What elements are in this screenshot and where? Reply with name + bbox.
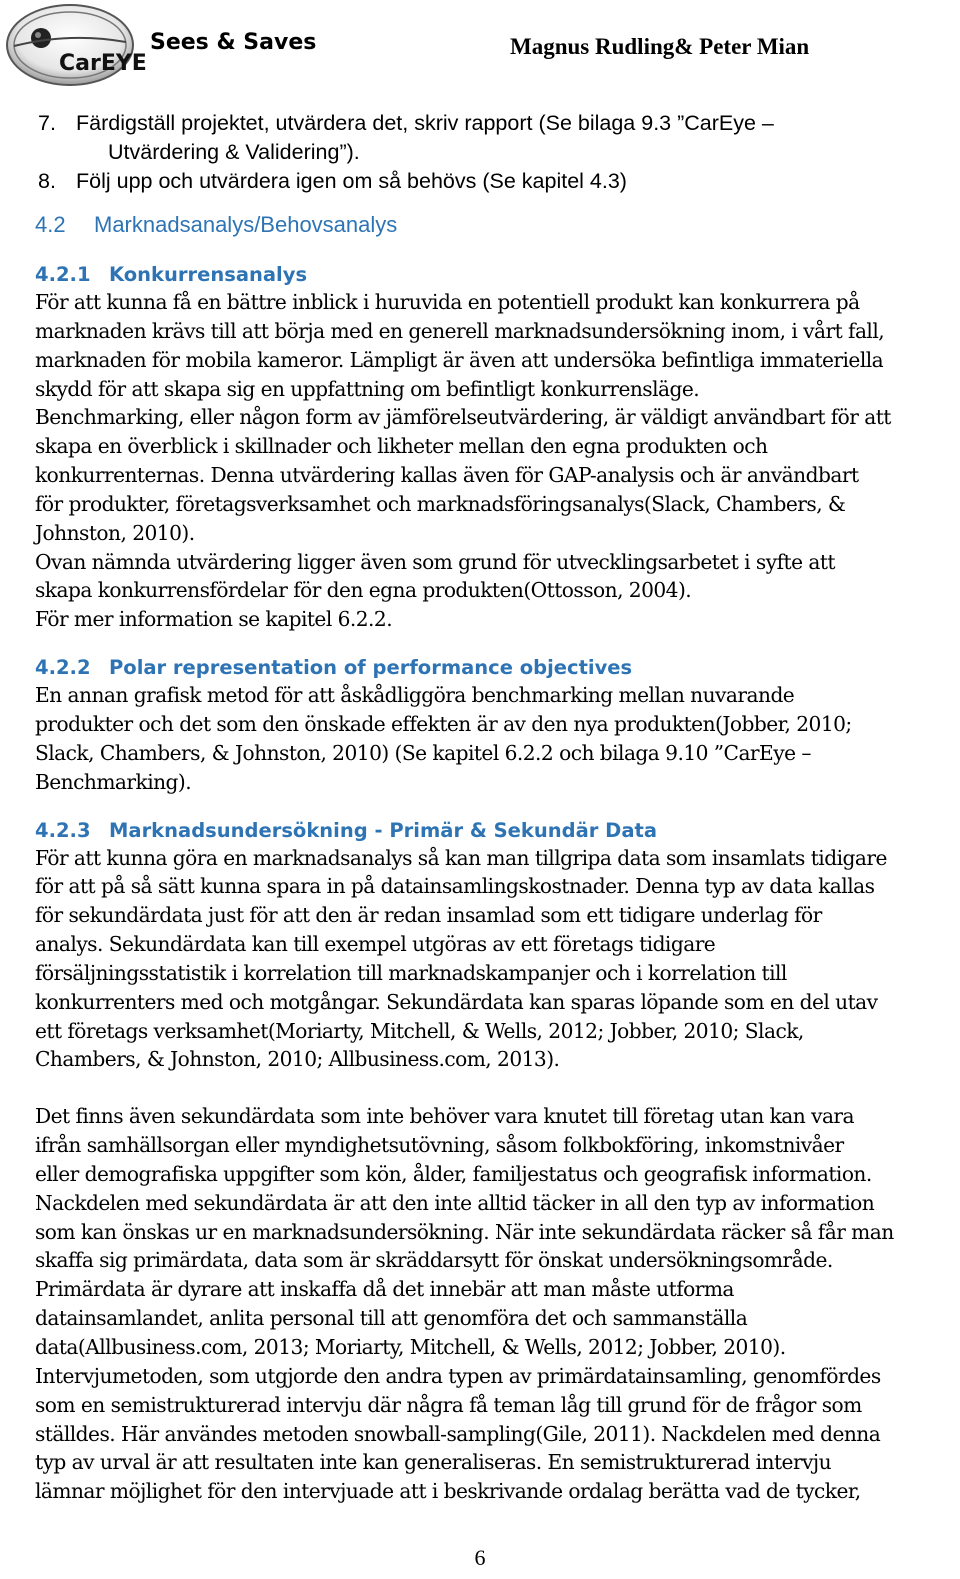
heading-number: 4.2 <box>35 212 66 237</box>
document-body <box>35 109 955 1506</box>
numbered-list <box>35 109 955 196</box>
list-text: Följ upp och utvärdera igen om så behövs (Se kapitel 4.3) <box>76 169 627 193</box>
list-item <box>0 167 955 196</box>
text-line: eller demografiska uppgifter som kön, ålder, familjestatus och geografisk information. <box>35 1161 872 1186</box>
page-header <box>0 0 960 95</box>
heading-title: Polar representation of performance objectives <box>109 656 633 680</box>
text-line: konkurrenternas. Denna utvärdering kallas även för GAP-analysis och är användbart <box>35 463 859 488</box>
text-line: marknaden för mobila kameror. Lämpligt är även att undersöka befintliga immateriella <box>35 347 884 372</box>
text-line: lämnar möjlighet för den intervjuade att i beskrivande ordalag berätta vad de tycker, <box>35 1479 861 1504</box>
text-line: konkurrenters med och motgångar. Sekundärdata kan sparas löpande som en del utav <box>35 989 878 1014</box>
text-line: data(Allbusiness.com, 2013; Moriarty, Mitchell, & Wells, 2012; Jobber, 2010). <box>35 1335 786 1359</box>
text-line: för sekundärdata just för att den är redan insamlad som ett tidigare underlag för <box>35 903 822 928</box>
text-line: Benchmarking, eller någon form av jämförelseutvärdering, är väldigt användbart för att <box>35 405 891 430</box>
text-line: typ av urval är att resultaten inte kan generaliseras. En semistrukturerad intervju <box>35 1450 832 1475</box>
paragraph-konkurrensanalys <box>35 288 955 634</box>
list-item <box>0 109 955 138</box>
text-line: försäljningsstatistik i korrelation till marknadskampanjer och i korrelation till <box>35 960 787 985</box>
text-line: Chambers, & Johnston, 2010; Allbusiness.com, 2013). <box>35 1047 560 1072</box>
page-number: 6 <box>474 1545 486 1570</box>
text-line: För att kunna göra en marknadsanalys så kan man tillgripa data som insamlats tidigare <box>35 845 887 870</box>
text-line: skaffa sig primärdata, data som är skräddarsytt för önskat undersökningsområde. <box>35 1248 833 1273</box>
header-left-title: Sees & Saves <box>150 30 317 55</box>
text-line: Intervjumetoden, som utgjorde den andra typen av primärdatainsamling, genomfördes <box>35 1363 881 1388</box>
list-number: 8. <box>38 169 56 193</box>
text-line: Slack, Chambers, & Johnston, 2010) (Se kapitel 6.2.2 och bilaga 9.10 ”CarEye – <box>35 740 811 765</box>
text-line: För att kunna få en bättre inblick i huruvida en potentiell produkt kan konkurrera på <box>35 290 860 314</box>
list-text: Utvärdering & Validering”). <box>108 140 360 164</box>
section-heading-4-2 <box>35 210 955 240</box>
heading-number: 4.2.2 <box>35 656 91 680</box>
text-line: Det finns även sekundärdata som inte behöver vara knutet till företag utan kan vara <box>35 1104 855 1129</box>
section-heading-4-2-2 <box>35 654 955 681</box>
text-line: som kan önskas ur en marknadsundersökning. När inte sekundärdata räcker så får man <box>35 1219 894 1244</box>
text-line: En annan grafisk metod för att åskådliggöra benchmarking mellan nuvarande <box>35 683 795 708</box>
text-line: För mer information se kapitel 6.2.2. <box>35 607 393 632</box>
text-line: för att på så sätt kunna spara in på datainsamlingskostnader. Denna typ av data kallas <box>35 874 875 899</box>
text-line: skydd för att skapa sig en uppfattning om befintligt konkurrensläge. <box>35 376 700 401</box>
heading-title: Marknadsanalys/Behovsanalys <box>94 212 398 237</box>
text-line: ett företags verksamhet(Moriarty, Mitchell, & Wells, 2012; Jobber, 2010; Slack, <box>35 1018 804 1043</box>
text-line: skapa en överblick i skillnader och likheter mellan den egna produkten och <box>35 434 768 459</box>
text-line: skapa konkurrensfördelar för den egna produkten(Ottosson, 2004). <box>35 578 692 603</box>
text-line: produkter och det som den önskade effekten är av den nya produkten(Jobber, 2010; <box>35 711 852 736</box>
text-line: datainsamlandet, anlita personal till att genomföra det och sammanställa <box>35 1306 748 1331</box>
text-line: ställdes. Här användes metoden snowball-sampling(Gile, 2011). Nackdelen med denna <box>35 1421 881 1446</box>
heading-title: Konkurrensanalys <box>109 263 308 286</box>
heading-number: 4.2.3 <box>35 818 91 842</box>
text-line: ifrån samhällsorgan eller myndighetsutövning, såsom folkbokföring, inkomstnivåer <box>35 1133 844 1158</box>
text-line: Johnston, 2010). <box>35 520 195 545</box>
text-line: analys. Sekundärdata kan till exempel utgöras av ett företags tidigare <box>35 932 716 957</box>
heading-title: Marknadsundersökning - Primär & Sekundär Data <box>109 818 657 842</box>
header-right-title: Magnus Rudling& Peter Mian <box>510 34 810 59</box>
careye-logo-icon <box>4 2 147 87</box>
text-line: Benchmarking). <box>35 769 192 794</box>
section-heading-4-2-3 <box>35 817 955 844</box>
paragraph-primardata <box>35 1102 955 1506</box>
list-text: Färdigställ projektet, utvärdera det, skriv rapport (Se bilaga 9.3 ”CarEye – <box>76 111 774 135</box>
text-line: Primärdata är dyrare att inskaffa då det innebär att man måste utforma <box>35 1277 734 1302</box>
text-line: marknaden krävs till att börja med en generell marknadsundersökning inom, i vårt fall, <box>35 318 885 343</box>
text-line: Nackdelen med sekundärdata är att den inte alltid täcker in all den typ av information <box>35 1190 875 1215</box>
text-line: Ovan nämnda utvärdering ligger även som grund för utvecklingsarbetet i syfte att <box>35 549 835 574</box>
list-number: 7. <box>38 111 56 135</box>
text-line: som en semistrukturerad intervju där några få teman låg till grund för de frågor som <box>35 1392 862 1417</box>
logo-text: CarEYE <box>59 51 147 76</box>
paragraph-polar-representation <box>35 681 955 796</box>
section-heading-4-2-1 <box>35 261 955 288</box>
text-line: för produkter, företagsverksamhet och marknadsföringsanalys(Slack, Chambers, & <box>35 491 846 516</box>
paragraph-sekundardata <box>35 844 955 1075</box>
heading-number: 4.2.1 <box>35 263 91 286</box>
